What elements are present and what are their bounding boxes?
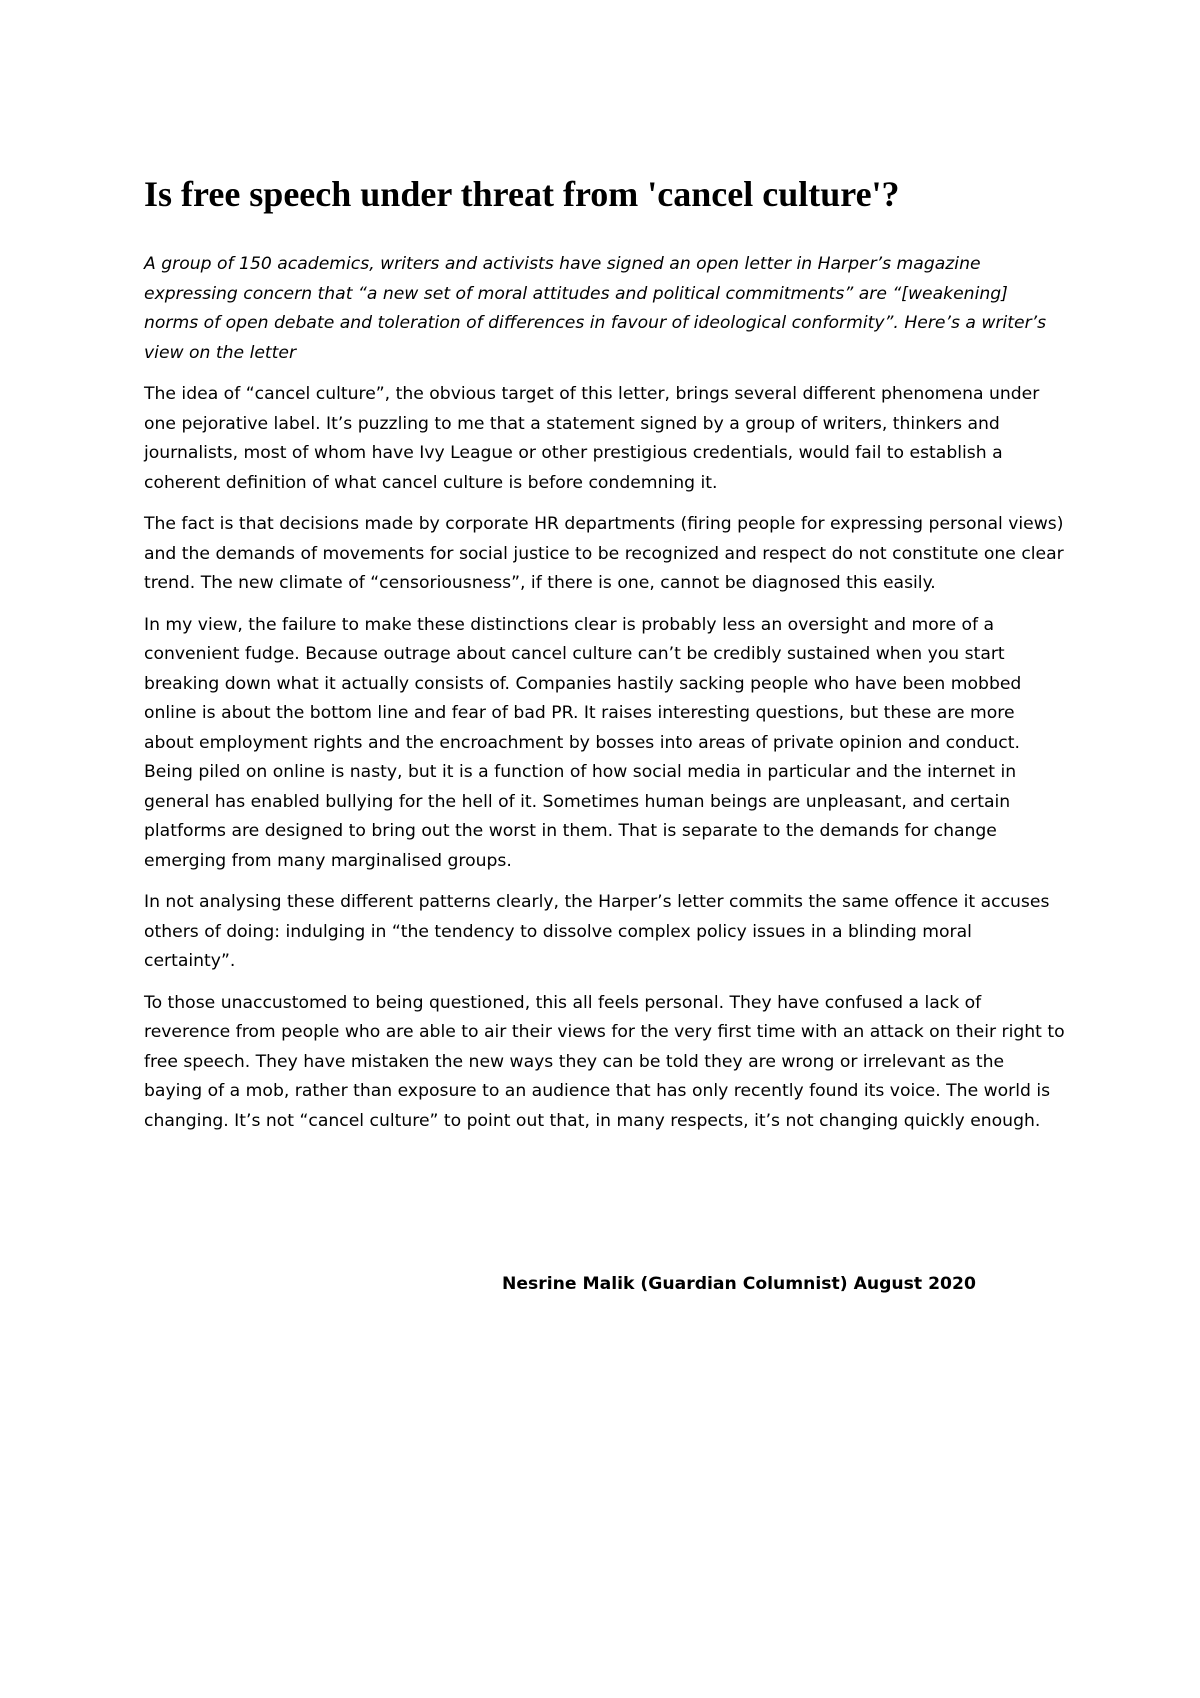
body-paragraph-3: In my view, the failure to make these distinctions clear is probably less an oversight and more of a convenient fudge. Because outrage about cancel culture can’t be credibly sustained when you start breaking down what it actually consists of. Companies hastily sacking people who have been mobbed online is about the bottom line and fear of bad PR. It raises interesting questions, but these are more about employment rights and the encroachment by bosses into areas of private opinion and conduct. Being piled on online is nasty, but it is a function of how social media in particular and the internet in general has enabled bullying for the hell of it. Sometimes human beings are unpleasant, and certain platforms are designed to bring out the worst in them. That is separate to the demands for change emerging from many marginalised groups. (144, 614, 1022, 871)
standfirst-paragraph: A group of 150 academics, writers and activists have signed an open letter in Harper’s magazine expressing concern that “a new set of moral attitudes and political commitments” are “[weakening] norms of open debate and toleration of differences in favour of ideological conformity”. Here’s a writer’s view on the letter (144, 254, 1047, 363)
document-body (144, 250, 1066, 1148)
author-signature: Nesrine Malik (Guardian Columnist) August 2020 (502, 1274, 976, 1294)
body-paragraph-4: In not analysing these different patterns clearly, the Harper’s letter commits the same offence it accuses others of doing: indulging in “the tendency to dissolve complex policy issues in a blinding moral certainty”. (144, 892, 1050, 971)
body-paragraph-1: The idea of “cancel culture”, the obvious target of this letter, brings several different phenomena under one pejorative label. It’s puzzling to me that a statement signed by a group of writers, thinkers and journalists, most of whom have Ivy League or other prestigious credentials, would fail to establish a coherent definition of what cancel culture is before condemning it. (144, 384, 1040, 493)
document-title: Is free speech under threat from 'cancel culture'? (144, 174, 900, 214)
body-paragraph-5: To those unaccustomed to being questioned, this all feels personal. They have confused a lack of reverence from people who are able to air their views for the very first time with an attack on their right to free speech. They have mistaken the new ways they can be told they are wrong or irrelevant as the baying of a mob, rather than exposure to an audience that has only recently found its voice. The world is changing. It’s not “cancel culture” to point out that, in many respects, it’s not changing quickly enough. (144, 992, 1065, 1131)
body-paragraph-2: The fact is that decisions made by corporate HR departments (firing people for expressing personal views) and the demands of movements for social justice to be recognized and respect do not constitute one clear trend. The new climate of “censoriousness”, if there is one, cannot be diagnosed this easily. (144, 514, 1064, 593)
